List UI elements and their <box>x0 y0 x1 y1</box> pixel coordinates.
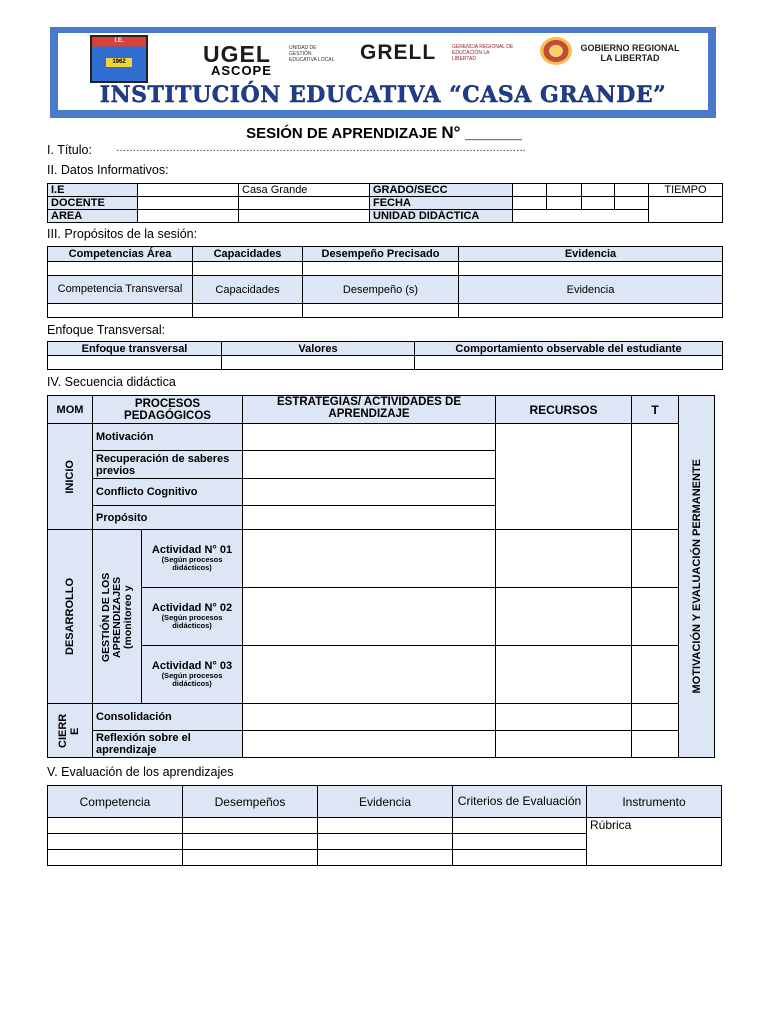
grado-label: GRADO/SECC <box>370 184 513 197</box>
gob-name: GOBIERNO REGIONAL LA LIBERTAD <box>580 43 680 63</box>
eval-cell <box>318 834 453 850</box>
eval-instrumento-value: Rúbrica <box>587 818 722 866</box>
enfoque-header-enfoque: Enfoque transversal <box>48 342 222 356</box>
motivacion-permanente-cell <box>679 396 715 758</box>
recursos-inicio <box>496 424 632 530</box>
gestion-cell <box>93 530 142 704</box>
ugel-sub: ASCOPE <box>211 63 272 78</box>
eval-cell <box>318 818 453 834</box>
actividad-01-note: (Según procesos didácticos) <box>161 555 223 572</box>
badge-text-top: I.E. <box>114 38 124 44</box>
area-cell-2 <box>239 210 370 223</box>
badge-year: 1962 <box>106 58 132 67</box>
prop-cell <box>303 304 459 318</box>
actividad-02 <box>142 588 243 646</box>
prop-header-competencias: Competencias Área <box>48 247 193 262</box>
enfoque-cell <box>415 356 723 370</box>
actividad-02-title: Actividad N° 02 <box>151 602 233 614</box>
fecha-label: FECHA <box>370 197 513 210</box>
eval-cell <box>48 850 183 866</box>
grell-name: GRELL <box>360 41 437 64</box>
recursos-cell <box>496 731 632 758</box>
cierre-label: CIERR E <box>57 713 81 748</box>
t-inicio <box>632 424 679 530</box>
docente-cell-2 <box>239 197 370 210</box>
prop-evidencia-2: Evidencia <box>459 276 723 304</box>
grado-cell-3 <box>582 184 615 197</box>
prop-cell <box>48 262 193 276</box>
unidad-label: UNIDAD DIDÁCTICA <box>370 210 513 223</box>
session-title-label: SESIÓN DE APRENDIZAJE <box>246 125 438 142</box>
grado-cell-1 <box>513 184 547 197</box>
section-propositos: III. Propósitos de la sesión: <box>47 227 198 241</box>
cierre-cell <box>48 704 93 758</box>
prop-cell <box>193 262 303 276</box>
gestion-label: GESTIÓN DE LOS APRENDIZAJES (monitoreo y <box>99 571 134 662</box>
ie-cell <box>138 184 239 197</box>
section-evaluacion: V. Evaluación de los aprendizajes <box>47 765 234 779</box>
prop-competencia-transversal: Competencia Transversal <box>48 276 193 304</box>
eval-header-criterios: Criterios de Evaluación <box>453 786 587 818</box>
ugel-logo <box>203 41 353 79</box>
actividad-02-note: (Según procesos didácticos) <box>161 613 223 630</box>
section-titulo <box>47 143 92 157</box>
estrategia-cell <box>243 479 496 506</box>
actividad-03-note: (Según procesos didácticos) <box>161 671 223 688</box>
t-cell <box>632 704 679 731</box>
secuencia-table <box>47 395 715 758</box>
enfoque-table <box>47 341 723 370</box>
enfoque-cell <box>222 356 415 370</box>
tiempo-value <box>649 197 723 223</box>
enfoque-header-valores: Valores <box>222 342 415 356</box>
ugel-unit: UNIDAD DE GESTIÓN EDUCATIVA LOCAL <box>289 45 335 63</box>
proceso-recuperacion: Recuperación de saberes previos <box>93 451 243 479</box>
eval-cell <box>183 834 318 850</box>
inicio-cell <box>48 424 93 530</box>
evaluacion-table <box>47 785 722 866</box>
prop-header-evidencia: Evidencia <box>459 247 723 262</box>
docente-cell <box>138 197 239 210</box>
titulo-dots: …………………………………………………………………………………………………………… <box>116 143 526 154</box>
prop-cell <box>459 304 723 318</box>
prop-cell <box>48 304 193 318</box>
actividad-01-title: Actividad N° 01 <box>151 544 233 556</box>
eval-cell <box>318 850 453 866</box>
section-enfoque: Enfoque Transversal: <box>47 323 166 337</box>
recursos-cell <box>496 646 632 704</box>
recursos-cell <box>496 588 632 646</box>
unidad-value <box>513 210 649 223</box>
prop-header-desempeno: Desempeño Precisado <box>303 247 459 262</box>
estrategia-cell <box>243 588 496 646</box>
motivacion-permanente-label: MOTIVACIÓN Y EVALUACIÓN PERMANENTE <box>690 459 703 694</box>
proceso-proposito: Propósito <box>93 506 243 530</box>
estrategia-cell <box>243 731 496 758</box>
propositos-table <box>47 246 723 318</box>
docente-label: DOCENTE <box>48 197 138 210</box>
eval-cell <box>48 818 183 834</box>
prop-desempeno-2: Desempeño (s) <box>303 276 459 304</box>
t-cell <box>632 646 679 704</box>
prop-cell <box>303 262 459 276</box>
ie-value: Casa Grande <box>239 184 370 197</box>
banner-inner <box>58 33 708 110</box>
t-cell <box>632 731 679 758</box>
ie-label: I.E <box>48 184 138 197</box>
proceso-motivacion: Motivación <box>93 424 243 451</box>
enfoque-header-comportamiento: Comportamiento observable del estudiante <box>415 342 723 356</box>
desarrollo-cell <box>48 530 93 704</box>
estrategia-cell <box>243 451 496 479</box>
proceso-conflicto: Conflicto Cognitivo <box>93 479 243 506</box>
eval-header-competencia: Competencia <box>48 786 183 818</box>
proceso-consolidacion: Consolidación <box>93 704 243 731</box>
eval-cell <box>453 834 587 850</box>
recursos-cell <box>496 530 632 588</box>
estrategia-cell <box>243 530 496 588</box>
grado-cell-2 <box>547 184 582 197</box>
ugel-name: UGEL <box>203 41 271 67</box>
eval-header-evidencia: Evidencia <box>318 786 453 818</box>
actividad-03 <box>142 646 243 704</box>
school-logo <box>90 35 148 83</box>
t-header: T <box>632 396 679 424</box>
fecha-cell-3 <box>582 197 615 210</box>
tiempo-label: TIEMPO <box>649 184 723 197</box>
grado-cell-4 <box>615 184 649 197</box>
eval-cell <box>453 818 587 834</box>
session-title <box>0 123 768 143</box>
regional-seal-icon <box>540 37 572 65</box>
section-titulo-label: I. Título: <box>47 143 92 157</box>
estrategia-cell <box>243 704 496 731</box>
estrategia-cell <box>243 646 496 704</box>
estrategia-cell <box>243 424 496 451</box>
recursos-cell <box>496 704 632 731</box>
datos-table <box>47 183 723 223</box>
prop-cell <box>459 262 723 276</box>
actividad-03-title: Actividad N° 03 <box>151 660 233 672</box>
eval-header-desempenos: Desempeños <box>183 786 318 818</box>
fecha-cell-4 <box>615 197 649 210</box>
prop-cell <box>193 304 303 318</box>
grell-unit: GERENCIA REGIONAL DE EDUCACIÓN LA LIBERTAD <box>452 44 514 62</box>
recursos-header: RECURSOS <box>496 396 632 424</box>
actividad-01 <box>142 530 243 588</box>
area-cell <box>138 210 239 223</box>
mom-header: MOM <box>48 396 93 424</box>
header-banner <box>50 27 716 118</box>
proceso-reflexion: Reflexión sobre el aprendizaje <box>93 731 243 758</box>
eval-cell <box>453 850 587 866</box>
session-number: N° ______ <box>441 123 522 142</box>
eval-cell <box>183 850 318 866</box>
fecha-cell-1 <box>513 197 547 210</box>
enfoque-cell <box>48 356 222 370</box>
prop-capacidades-2: Capacidades <box>193 276 303 304</box>
estrategia-cell <box>243 506 496 530</box>
inicio-label: INICIO <box>64 459 76 494</box>
school-title: INSTITUCIÓN EDUCATIVA “CASA GRANDE” <box>99 82 667 108</box>
eval-cell <box>183 818 318 834</box>
estrategias-header: ESTRATEGIAS/ ACTIVIDADES DE APRENDIZAJE <box>243 396 496 424</box>
fecha-cell-2 <box>547 197 582 210</box>
desarrollo-label: DESARROLLO <box>64 578 76 655</box>
section-datos: II. Datos Informativos: <box>47 163 169 177</box>
gobierno-regional-logo <box>540 37 690 73</box>
eval-header-instrumento: Instrumento <box>587 786 722 818</box>
t-cell <box>632 530 679 588</box>
t-cell <box>632 588 679 646</box>
procesos-header: PROCESOS PEDAGÓGICOS <box>93 396 243 424</box>
grell-logo <box>360 41 520 71</box>
area-label: AREA <box>48 210 138 223</box>
eval-cell <box>48 834 183 850</box>
section-secuencia: IV. Secuencia didáctica <box>47 375 176 389</box>
prop-header-capacidades: Capacidades <box>193 247 303 262</box>
